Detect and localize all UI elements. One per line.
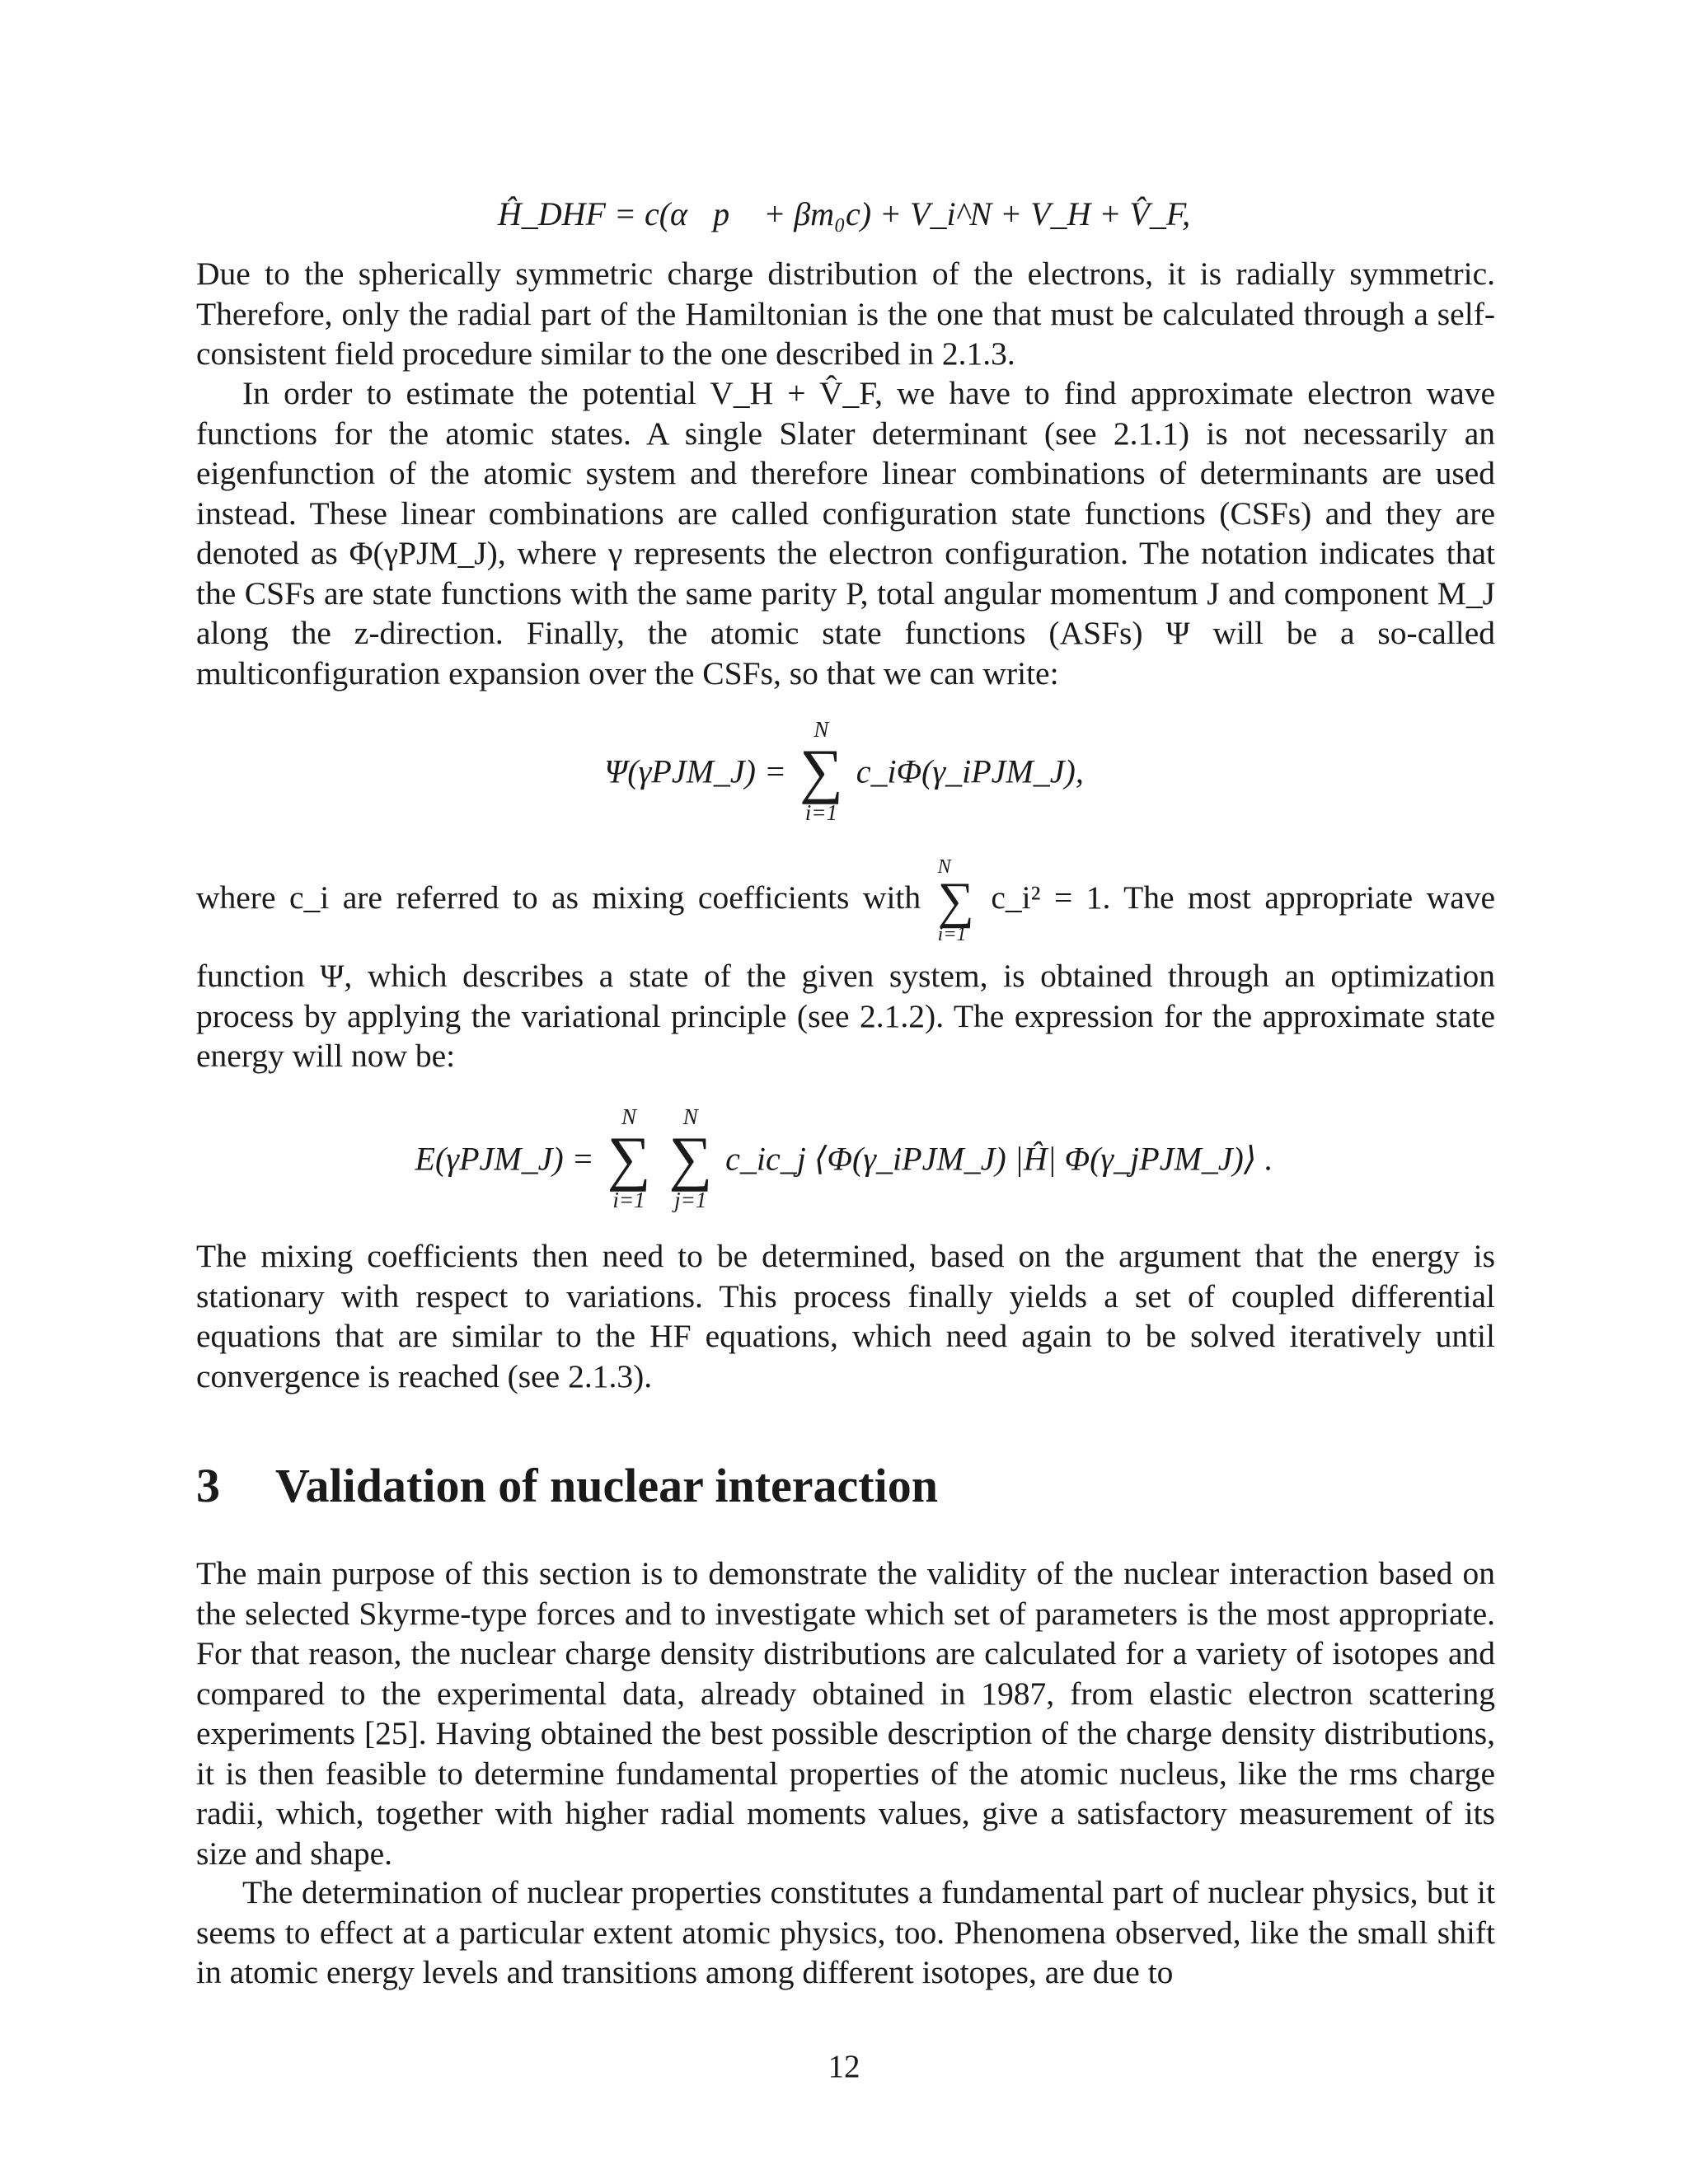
paragraph-mixing-coefficients-line bbox=[196, 857, 1495, 944]
paragraph-section-purpose: The main purpose of this section is to demonstrate the validity of the nuclear interaction based on the selected Skyrme-type forces and to investigate which set of parameters is the most appropriate. For that reason, the nuclear charge density distributions are calculated for a variety of isotopes and compared to the experimental data, already obtained in 1987, from elastic electron scattering experiments [25]. Having obtained the best possible description of the charge density distributions, it is then feasible to determine fundamental properties of the atomic nucleus, like the rms charge radii, which, together with higher radial moments values, give a satisfactory measurement of its size and shape. bbox=[196, 1555, 1495, 1872]
summation-symbol-i: N ∑ i=1 bbox=[607, 1104, 651, 1212]
paragraph-variational: function Ψ, which describes a state of the given system, is obtained through an optimization process by applying the variational principle (see 2.1.2). The expression for the approximate state energy will now be: bbox=[196, 958, 1495, 1074]
summation-symbol: N ∑ i=1 bbox=[799, 717, 843, 825]
sum-j-lower: j=1 bbox=[674, 1188, 707, 1212]
dhf-equation: Ĥ_DHF = c(α⃗p⃗ + βm₀c) + V_i^N + V_H + V̂_F, bbox=[497, 195, 1191, 232]
sum-j-upper: N bbox=[682, 1104, 698, 1129]
paragraph-coupled-equations: The mixing coefficients then need to be determined, based on the argument that the energy is stationary with respect to variations. This process finally yields a set of coupled differential equations that are similar to the HF equations, which need again to be solved iteratively until convergence is reached (see 2.1.3). bbox=[196, 1238, 1495, 1394]
inline-summation: N ∑ i=1 bbox=[937, 856, 974, 945]
sum-upper-limit: N bbox=[814, 717, 829, 742]
section-heading bbox=[196, 1457, 938, 1515]
paragraph-csf-description: In order to estimate the potential V_H + V̂_F, we have to find approximate electron wave functions for the atomic states. A single Slater determinant (see 2.1.1) is not necessarily an eigenfunction of the atomic system and therefore linear combinations of determinants are used instead. These linear combinations are called configuration state functions (CSFs) and they are denoted as Φ(γPJM_J), where γ represents the electron configuration. The notation indicates that the CSFs are state functions with the same parity P, total angular momentum J and component M_J along the z-direction. Finally, the atomic state functions (ASFs) Ψ will be a so-called multiconfiguration expansion over the CSFs, so that we can write: bbox=[196, 375, 1495, 691]
inline-sum-upper: N bbox=[937, 856, 951, 878]
energy-equation bbox=[0, 1106, 1688, 1212]
asf-equation-rhs: c_iΦ(γ_iPJM_J), bbox=[856, 752, 1084, 790]
inline-sum-lower: i=1 bbox=[937, 924, 967, 945]
mixing-text-before: where c_i are referred to as mixing coefficients with bbox=[196, 879, 921, 916]
page-number: 12 bbox=[828, 2049, 860, 2084]
energy-equation-rhs: c_ic_j ⟨Φ(γ_iPJM_J) |Ĥ| Φ(γ_jPJM_J)⟩ . bbox=[725, 1140, 1273, 1178]
sum-lower-limit: i=1 bbox=[804, 800, 837, 825]
section-number: 3 bbox=[196, 1459, 220, 1512]
section-title: Validation of nuclear interaction bbox=[275, 1459, 938, 1512]
asf-expansion-equation bbox=[0, 719, 1688, 824]
mixing-text-after: c_i² = 1. The most appropriate wave bbox=[991, 879, 1496, 916]
sum-i-upper: N bbox=[621, 1104, 637, 1129]
paragraph-nuclear-properties: The determination of nuclear properties constitutes a fundamental part of nuclear physics, but it seems to effect at a particular extent atomic physics, too. Phenomena observed, like the small shift in atomic energy levels and transitions among different isotopes, are due to bbox=[196, 1874, 1495, 1990]
energy-equation-lhs: E(γPJM_J) = bbox=[415, 1140, 594, 1178]
sum-i-lower: i=1 bbox=[612, 1188, 645, 1212]
paragraph-radial-symmetry: Due to the spherically symmetric charge distribution of the electrons, it is radially symmetric. Therefore, only the radial part of the Hamiltonian is the one that must be calculated through a self-consistent field procedure similar to the one described in 2.1.3. bbox=[196, 255, 1495, 372]
summation-symbol-j: N ∑ j=1 bbox=[668, 1104, 713, 1212]
asf-equation-lhs: Ψ(γPJM_J) = bbox=[604, 752, 786, 790]
